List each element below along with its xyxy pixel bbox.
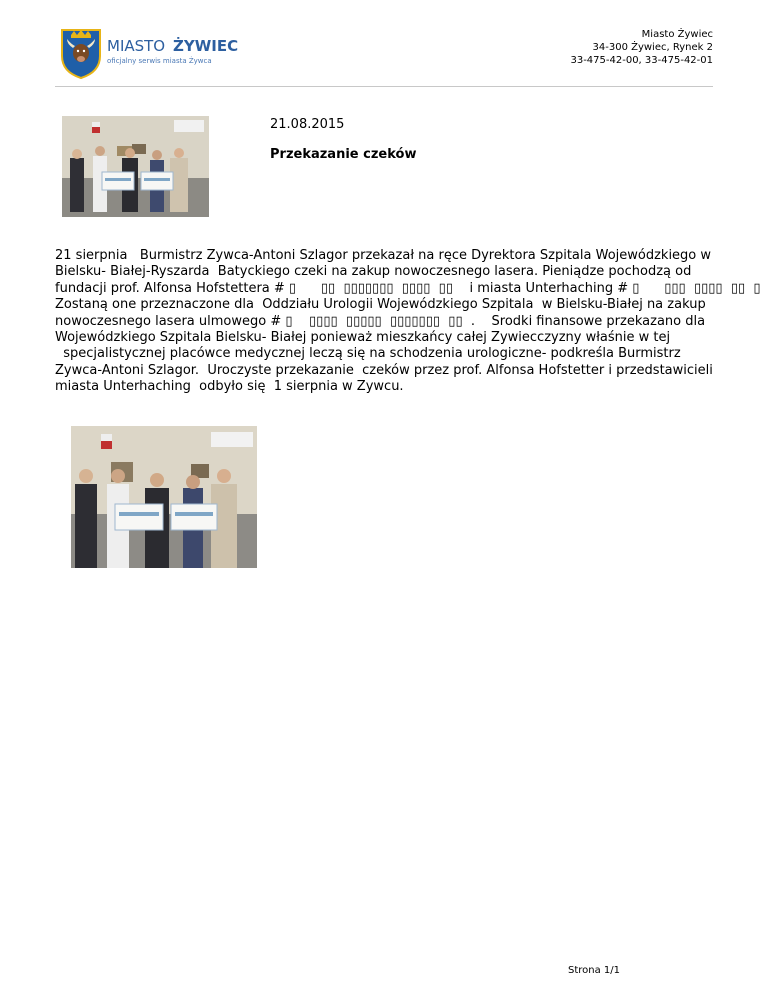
article-body-line: specjalistycznej placówce medycznej leczą się na schodzenia urologiczne- podkreśla Burmistrz xyxy=(55,346,681,362)
logo-name-part1: MIASTO xyxy=(107,37,166,55)
article-body-line: miasta Unterhaching odbyło się 1 sierpnia w Żywcu. xyxy=(55,379,404,395)
article-body-line: nowoczesnego lasera ulmowego # ▯ ▯▯▯▯ ▯▯▯▯▯ ▯▯▯▯▯▯▯ ▯▯ . Środki finansowe przekazano dla xyxy=(55,313,706,329)
article-body-line: Żywca-Antoni Szlagor. Uroczyste przekazanie czeków przez prof. Alfonsa Hofstetter i przedstawicieli xyxy=(55,362,713,378)
article-main-photo xyxy=(71,426,257,568)
article-thumbnail-photo xyxy=(62,116,209,217)
article-title: Przekazanie czeków xyxy=(270,147,417,162)
page-number: Strona 1/1 xyxy=(568,965,621,976)
article-date: 21.08.2015 xyxy=(270,117,345,132)
article-body-line: fundacji prof. Alfonsa Hofstettera # ▯ ▯▯ ▯▯▯▯▯▯▯ ▯▯▯▯ ▯▯ i miasta Unterhaching # ▯ ▯▯▯ ▯▯▯▯ ▯▯ ▯ xyxy=(55,280,761,296)
article-body-line: Zostaną one przeznaczone dla Oddziału Urologii Wojewódzkiego Szpitala w Bielsku-Białej na zakup xyxy=(55,297,706,313)
address-line-street: 34-300 Żywiec, Rynek 2 xyxy=(592,42,713,53)
zywiec-coat-of-arms-icon xyxy=(60,26,260,80)
article-body-line: 21 sierpnia Burmistrz Żywca-Antoni Szlagor przekazał na ręce Dyrektora Szpitala Wojewódzkiego w xyxy=(55,248,712,263)
address-line-city: Miasto Żywiec xyxy=(641,29,713,40)
header-address xyxy=(570,28,713,67)
header-divider xyxy=(55,86,713,87)
city-logo xyxy=(60,26,260,80)
article-body-line: Bielsku- Białej-Ryszarda Batyckiego czeki na zakup nowoczesnego lasera. Pieniądze pochodzą od xyxy=(55,264,692,280)
article-body xyxy=(55,248,768,396)
address-line-phone: 33-475-42-00, 33-475-42-01 xyxy=(570,55,713,66)
logo-tagline: oficjalny serwis miasta Żywca xyxy=(107,57,212,65)
article-body-line: Wojewódzkiego Szpitala Bielsku- Białej ponieważ mieszkańcy całej Żywiecczyzny właśnie w tej xyxy=(55,330,671,346)
logo-name-part2: ŻYWIEC xyxy=(173,37,239,55)
